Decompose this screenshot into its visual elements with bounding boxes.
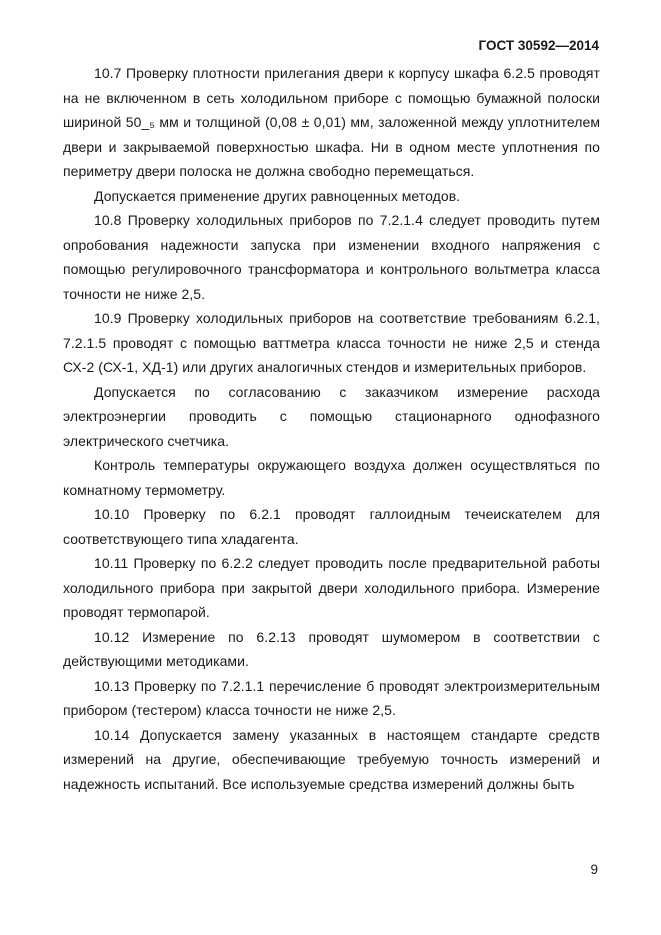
- paragraph-10-9: 10.9 Проверку холодильных приборов на соответствие требованиям 6.2.1, 7.2.1.5 проводят с помощью ваттметра класса точности не ниже 2,5 и стенда СХ-2 (СХ-1, ХД-1) или других аналогичных стендов и измерительных приборов.: [63, 310, 600, 375]
- paragraph-10-7: 10.7 Проверку плотности прилегания двери к корпусу шкафа 6.2.5 проводят на не включенном в сеть холодильном приборе с помощью бумажной полоски шириной 50_₅ мм и толщиной (0,08 ± 0,01) мм, заложенной между уплотнителем двери и закрываемой поверхностью шкафа. Ни в одном месте уплотнения по периметру двери полоска не должна свободно перемещаться.: [63, 65, 600, 179]
- page-number: 9: [590, 862, 598, 877]
- paragraph-10-10: 10.10 Проверку по 6.2.1 проводят галлоидным течеискателем для соответствующего типа хладагента.: [63, 506, 600, 547]
- standard-number-header: ГОСТ 30592—2014: [478, 38, 599, 53]
- paragraph-10-12: 10.12 Измерение по 6.2.13 проводят шумомером в соответствии с действующими методиками.: [63, 628, 600, 669]
- paragraph-10-14: 10.14 Допускается замену указанных в настоящем стандарте средств измерений на другие, обеспечивающие требуемую точность измерений и надежность испытаний. Все используемые средства измерений должны быть: [63, 726, 600, 792]
- paragraph-10-8: 10.8 Проверку холодильных приборов по 7.2.1.4 следует проводить путем опробования надежности запуска при изменении входного напряжения с помощью регулировочного трансформатора и контрольного вольтметра класса точности не ниже 2,5.: [63, 212, 600, 302]
- paragraph-10-13: 10.13 Проверку по 7.2.1.1 перечисление б проводят электроизмерительным прибором (тестером) класса точности не ниже 2,5.: [63, 677, 600, 718]
- paragraph-10-9-note: Допускается по согласованию с заказчиком измерение расхода электроэнергии проводить с помощью стационарного однофазного электрического счетчика.: [63, 383, 600, 449]
- paragraph-10-7-note: Допускается применение других равноценных методов.: [94, 187, 461, 204]
- body-text: [63, 61, 600, 796]
- paragraph-10-11: 10.11 Проверку по 6.2.2 следует проводить после предварительной работы холодильного прибора при закрытой двери холодильного прибора. Измерение проводят термопарой.: [63, 555, 600, 620]
- paragraph-10-9-temperature: Контроль температуры окружающего воздуха должен осуществляться по комнатному термометру.: [63, 457, 600, 498]
